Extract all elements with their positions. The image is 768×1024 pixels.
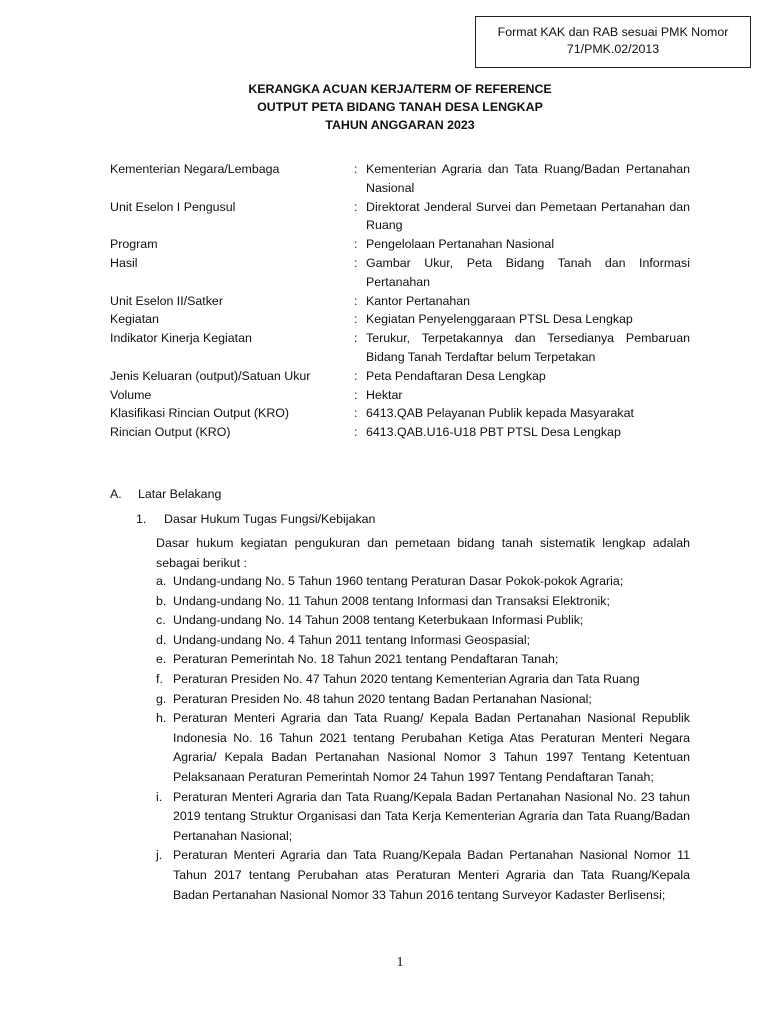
- list-text: Peraturan Menteri Agraria dan Tata Ruang/ Kepala Badan Pertanahan Nasional Republik Indonesia No. 16 Tahun 2021 tentang Perubahan Ketiga Atas Peraturan Menteri Negara Agraria/ Kepala Badan Pertanahan Nasional Nomor 3 Tahun 1997 Tentang Ketentuan Pelaksanaan Peraturan Pemerintah Nomor 24 Tahun 1997 Tentang Pendaftaran Tanah;: [173, 711, 690, 784]
- list-item: [156, 709, 690, 787]
- legal-basis-list: [156, 572, 690, 905]
- format-note-box: [475, 16, 751, 68]
- info-row-jenis-keluaran: [110, 367, 690, 386]
- list-marker: e.: [156, 652, 167, 667]
- section-heading-a: [110, 485, 221, 504]
- subsection-title: Dasar Hukum Tugas Fungsi/Kebijakan: [164, 512, 376, 526]
- section-number: A.: [110, 487, 122, 501]
- info-row-unit-eselon-1: [110, 198, 690, 236]
- list-text: Peraturan Presiden No. 48 tahun 2020 tentang Badan Pertanahan Nasional;: [173, 691, 592, 706]
- format-note-line-2: 71/PMK.02/2013: [566, 42, 660, 56]
- info-row-volume: [110, 386, 690, 405]
- info-value: Gambar Ukur, Peta Bidang Tanah dan Informasi Pertanahan: [366, 255, 690, 289]
- info-colon: :: [354, 199, 358, 214]
- info-label: Unit Eselon I Pengusul: [110, 199, 236, 214]
- list-text: Peraturan Menteri Agraria dan Tata Ruang/Kepala Badan Pertanahan Nasional Nomor 11 Tahun 2017 tentang Perubahan atas Peraturan Menteri Agraria dan Tata Ruang/Kepala Badan Pertanahan Nasional Nomor 33 Tahun 2016 tentang Surveyor Kadaster Berlisensi;: [173, 848, 690, 902]
- info-value: Peta Pendaftaran Desa Lengkap: [366, 368, 546, 383]
- list-text: Peraturan Pemerintah No. 18 Tahun 2021 tentang Pendaftaran Tanah;: [173, 652, 559, 667]
- info-value: Kantor Pertanahan: [366, 293, 471, 308]
- info-table: [110, 160, 690, 442]
- info-row-program: [110, 235, 690, 254]
- subsection-number: 1.: [136, 512, 147, 526]
- section-title: Latar Belakang: [138, 487, 222, 501]
- info-row-kementerian: [110, 160, 690, 198]
- info-value: Hektar: [366, 387, 403, 402]
- info-row-unit-eselon-2: [110, 292, 690, 311]
- info-label: Kegiatan: [110, 312, 159, 327]
- subsection-heading-1: [136, 510, 375, 529]
- list-text: Undang-undang No. 11 Tahun 2008 tentang Informasi dan Transaksi Elektronik;: [173, 593, 610, 608]
- intro-paragraph: Dasar hukum kegiatan pengukuran dan pemetaan bidang tanah sistematik lengkap adalah sebagai berikut :: [156, 536, 690, 570]
- info-row-hasil: [110, 254, 690, 292]
- info-row-indikator: [110, 329, 690, 367]
- document-title: [0, 80, 768, 134]
- list-item: [156, 572, 690, 592]
- list-text: Undang-undang No. 5 Tahun 1960 tentang Peraturan Dasar Pokok-pokok Agraria;: [173, 574, 624, 588]
- info-row-kegiatan: [110, 310, 690, 329]
- info-colon: :: [354, 255, 358, 270]
- list-marker: i.: [156, 789, 163, 804]
- info-label: Rincian Output (KRO): [110, 425, 231, 440]
- info-label: Jenis Keluaran (output)/Satuan Ukur: [110, 368, 311, 383]
- list-text: Peraturan Menteri Agraria dan Tata Ruang/Kepala Badan Pertanahan Nasional No. 23 tahun 2019 tentang Struktur Organisasi dan Tata Kerja Kementerian Agraria dan Tata Ruang/Badan Pertanahan Nasional;: [173, 789, 690, 843]
- info-value: 6413.QAB.U16-U18 PBT PTSL Desa Lengkap: [366, 425, 621, 440]
- info-colon: :: [354, 331, 358, 346]
- info-row-klasifikasi-kro: [110, 404, 690, 423]
- info-colon: :: [354, 368, 358, 383]
- info-colon: :: [354, 237, 358, 252]
- info-colon: :: [354, 162, 358, 176]
- list-text: Peraturan Presiden No. 47 Tahun 2020 tentang Kementerian Agraria dan Tata Ruang: [173, 671, 640, 686]
- list-item: [156, 846, 690, 905]
- info-value: Direktorat Jenderal Survei dan Pemetaan Pertanahan dan Ruang: [366, 199, 690, 233]
- list-item: [156, 650, 690, 670]
- list-marker: b.: [156, 593, 167, 608]
- info-label: Hasil: [110, 255, 138, 270]
- list-item: [156, 592, 690, 612]
- title-line-1: KERANGKA ACUAN KERJA/TERM OF REFERENCE: [248, 82, 552, 96]
- format-note-line-1: Format KAK dan RAB sesuai PMK Nomor: [497, 25, 729, 39]
- info-value: Pengelolaan Pertanahan Nasional: [366, 237, 555, 252]
- title-line-2: OUTPUT PETA BIDANG TANAH DESA LENGKAP: [257, 100, 543, 114]
- list-marker: j.: [156, 848, 163, 863]
- list-marker: f.: [156, 671, 163, 686]
- list-marker: h.: [156, 711, 167, 726]
- list-marker: d.: [156, 632, 167, 647]
- info-colon: :: [354, 406, 358, 421]
- info-colon: :: [354, 425, 358, 440]
- list-item: [156, 631, 690, 651]
- title-line-3: TAHUN ANGGARAN 2023: [325, 118, 475, 132]
- info-colon: :: [354, 293, 358, 308]
- info-row-rincian-output: [110, 423, 690, 442]
- info-colon: :: [354, 387, 358, 402]
- info-label: Program: [110, 237, 158, 252]
- list-marker: a.: [156, 574, 167, 588]
- list-item: [156, 690, 690, 710]
- info-label: Klasifikasi Rincian Output (KRO): [110, 406, 290, 421]
- info-label: Unit Eselon II/Satker: [110, 293, 223, 308]
- info-label: Kementerian Negara/Lembaga: [110, 162, 280, 176]
- info-value: 6413.QAB Pelayanan Publik kepada Masyarakat: [366, 406, 634, 421]
- list-item: [156, 670, 690, 690]
- info-colon: :: [354, 312, 358, 327]
- list-text: Undang-undang No. 14 Tahun 2008 tentang Keterbukaan Informasi Publik;: [173, 613, 584, 628]
- list-marker: g.: [156, 691, 167, 706]
- info-label: Indikator Kinerja Kegiatan: [110, 331, 252, 346]
- list-marker: c.: [156, 613, 166, 628]
- info-value: Kementerian Agraria dan Tata Ruang/Badan Pertanahan Nasional: [366, 162, 690, 195]
- list-item: [156, 611, 690, 631]
- info-label: Volume: [110, 387, 152, 402]
- info-value: Terukur, Terpetakannya dan Tersedianya Pembaruan Bidang Tanah Terdaftar belum Terpetakan: [366, 331, 690, 364]
- info-value: Kegiatan Penyelenggaraan PTSL Desa Lengkap: [366, 312, 633, 327]
- list-item: [156, 788, 690, 847]
- list-text: Undang-undang No. 4 Tahun 2011 tentang Informasi Geospasial;: [173, 632, 531, 647]
- page-number: 1: [396, 955, 404, 970]
